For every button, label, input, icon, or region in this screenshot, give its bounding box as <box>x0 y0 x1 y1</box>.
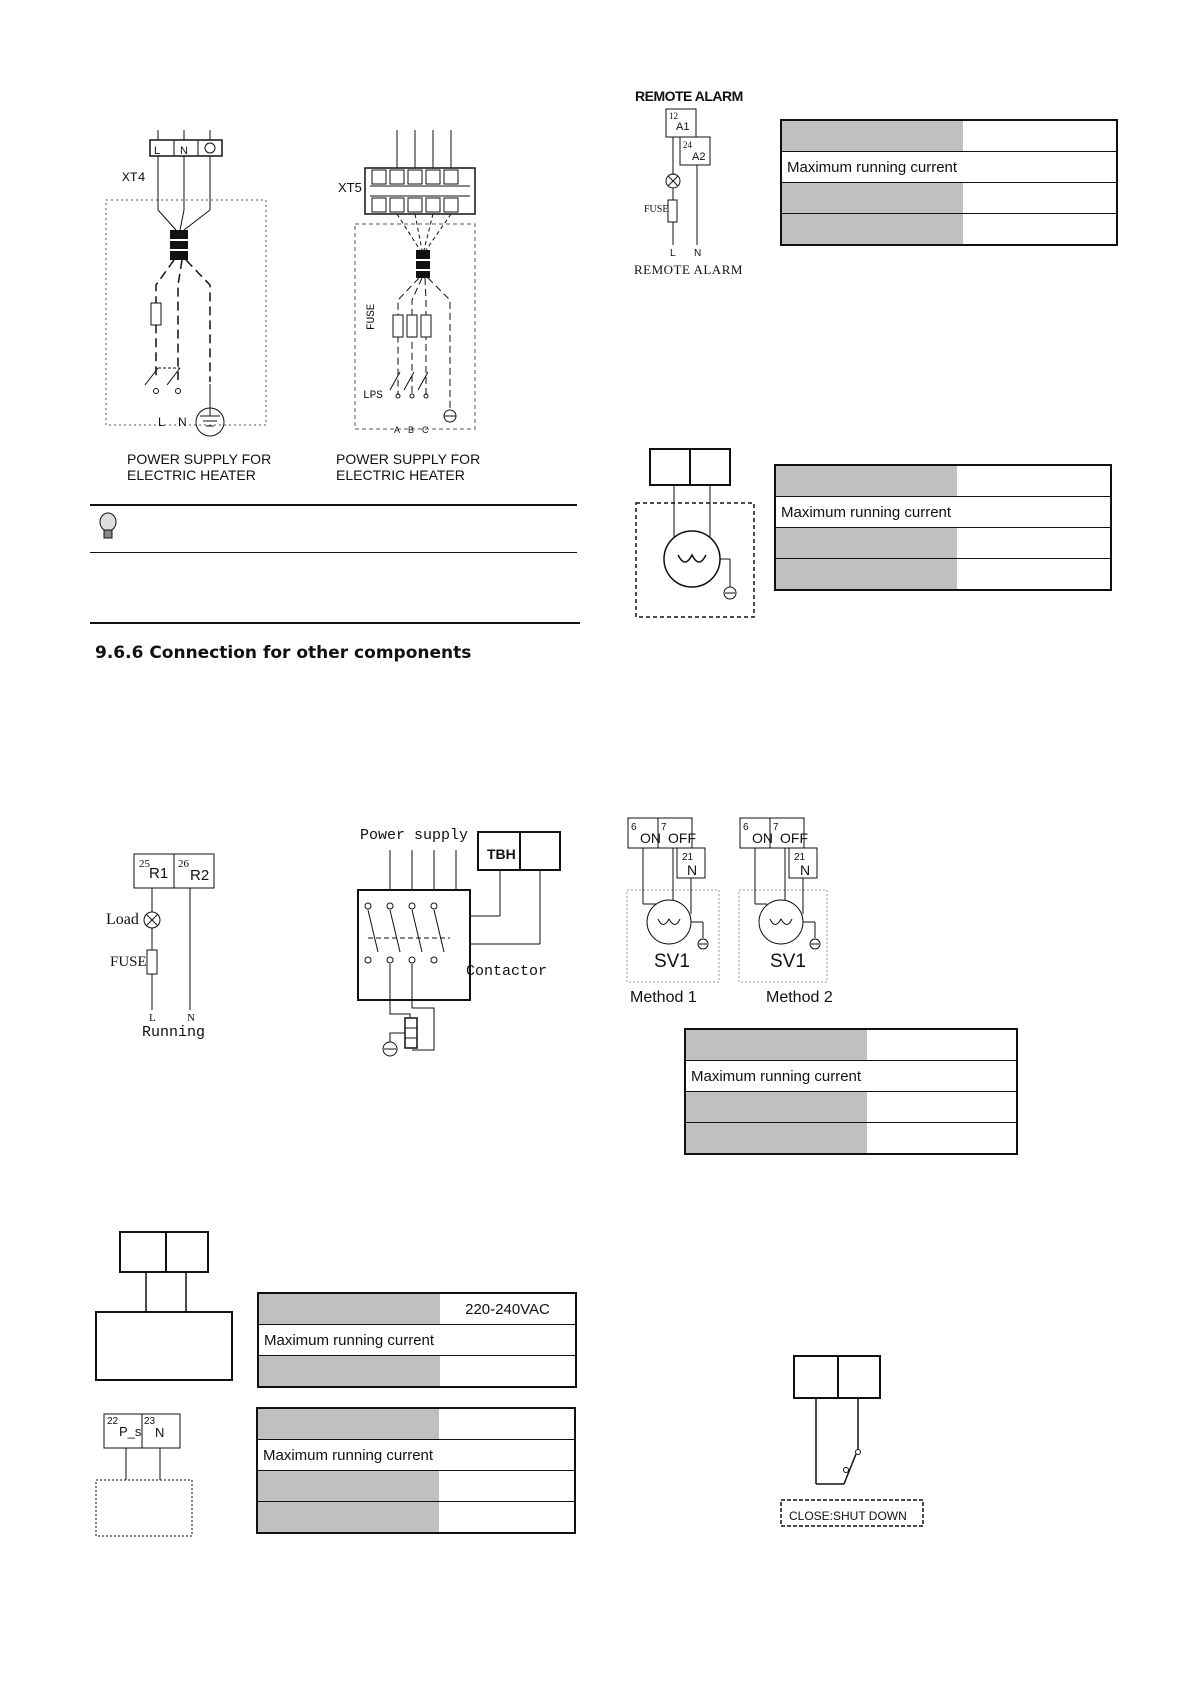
contactor-caption: Contactor <box>466 963 548 980</box>
xt4-label: XT4 <box>122 170 146 185</box>
sv1-m2-terminal-on: 6 <box>743 822 749 833</box>
device-diagram <box>92 1228 242 1388</box>
fuse-vertical-label: FUSE <box>366 303 378 330</box>
terminal-n-label: N <box>180 145 188 157</box>
run-r2-label: R2 <box>190 867 210 884</box>
alarm-terminal-24: 24 <box>683 140 692 150</box>
tbh-label: TBH <box>487 846 516 862</box>
fuse-icon <box>151 303 161 325</box>
note-mid-rule <box>90 552 577 553</box>
ps-n-label: N <box>155 1425 165 1440</box>
run-l-label: L <box>149 1012 156 1024</box>
bottom-l-label: L <box>158 415 165 429</box>
sv1-m1-terminal-on: 6 <box>631 822 637 833</box>
heater-caption-line1: POWER SUPPLY FOR <box>127 451 272 467</box>
sv1-m1-caption: Method 1 <box>630 989 697 1006</box>
ps-terminal-22: 22 <box>107 1416 119 1427</box>
shutdown-switch-diagram <box>776 1352 936 1532</box>
note-bottom-rule <box>90 622 580 624</box>
run-load-label: Load <box>106 911 139 928</box>
sv1-m1-label: SV1 <box>654 951 690 972</box>
sv1-spec-table <box>684 1028 1018 1155</box>
spec-row-label: Maximum running current <box>781 152 963 183</box>
spec-row-label: Maximum running current <box>258 1325 440 1356</box>
lps-label: LPS <box>363 390 383 402</box>
sv1-m2-terminal-n: 21 <box>794 852 806 863</box>
sv1-m2-label: SV1 <box>770 951 806 972</box>
heater3-caption-line2: ELECTRIC HEATER <box>336 467 465 483</box>
spec-row-label: Maximum running current <box>685 1061 867 1092</box>
sv1-m2-off-label: OFF <box>780 830 808 846</box>
sv1-m1-n-label: N <box>687 862 698 878</box>
sv1-m1-terminal-n: 21 <box>682 852 694 863</box>
bottom-n-label: N <box>178 415 187 429</box>
voltage-spec-table <box>257 1292 577 1388</box>
phase-b-label: B <box>408 425 415 435</box>
spec-row-label: Maximum running current <box>257 1440 439 1471</box>
heater-diagram-single-phase <box>100 120 300 440</box>
sv1-m2-n-label: N <box>800 862 811 878</box>
alarm-footer-label: REMOTE ALARM <box>634 262 743 277</box>
power-supply-label: Power supply <box>360 827 469 844</box>
sv1-m2-on-label: ON <box>752 830 773 846</box>
alarm-a1-label: A1 <box>676 121 690 133</box>
terminal-l-label: L <box>154 145 161 157</box>
voltage-value: 220-240VAC <box>440 1293 576 1325</box>
lightbulb-icon <box>98 512 118 542</box>
ps-label: P_s <box>119 1424 142 1439</box>
xt5-label: XT5 <box>338 180 362 195</box>
sv1-m2-terminal-off: 7 <box>773 822 779 833</box>
alarm-fuse-label: FUSE <box>644 204 669 215</box>
section-heading: 9.6.6 Connection for other components <box>95 643 472 663</box>
alarm-terminal-12: 12 <box>669 111 678 121</box>
alarm-a2-label: A2 <box>692 151 706 163</box>
phase-a-label: A <box>394 425 401 435</box>
alarm-n-label: N <box>694 248 702 259</box>
sv1-m1-terminal-off: 7 <box>661 822 667 833</box>
note-top-rule <box>90 504 577 506</box>
sv1-m2-caption: Method 2 <box>766 989 833 1006</box>
remote-alarm-title: REMOTE ALARM <box>635 88 743 104</box>
ps-spec-table <box>256 1407 576 1534</box>
pump-diagram-upper <box>630 445 760 620</box>
run-n-label: N <box>187 1012 195 1024</box>
sv1-m1-on-label: ON <box>640 830 661 846</box>
run-caption: Running <box>142 1024 206 1041</box>
run-fuse-label: FUSE <box>110 954 147 970</box>
pump-spec-table-upper <box>774 464 1112 591</box>
phase-c-label: C <box>422 425 429 435</box>
heater-caption-line2: ELECTRIC HEATER <box>127 467 256 483</box>
spec-row-label: Maximum running current <box>775 497 957 528</box>
ps-terminal-23: 23 <box>144 1416 156 1427</box>
shutdown-label: CLOSE:SHUT DOWN <box>789 1509 907 1523</box>
remote-alarm-spec-table <box>780 119 1118 246</box>
run-terminal-26: 26 <box>178 858 189 870</box>
contactor-diagram <box>350 820 570 1060</box>
sv1-m1-off-label: OFF <box>668 830 696 846</box>
heater-diagram-three-phase <box>330 120 530 440</box>
heater3-caption-line1: POWER SUPPLY FOR <box>336 451 481 467</box>
alarm-l-label: L <box>670 248 676 259</box>
run-r1-label: R1 <box>149 865 169 882</box>
run-terminal-25: 25 <box>139 858 150 870</box>
